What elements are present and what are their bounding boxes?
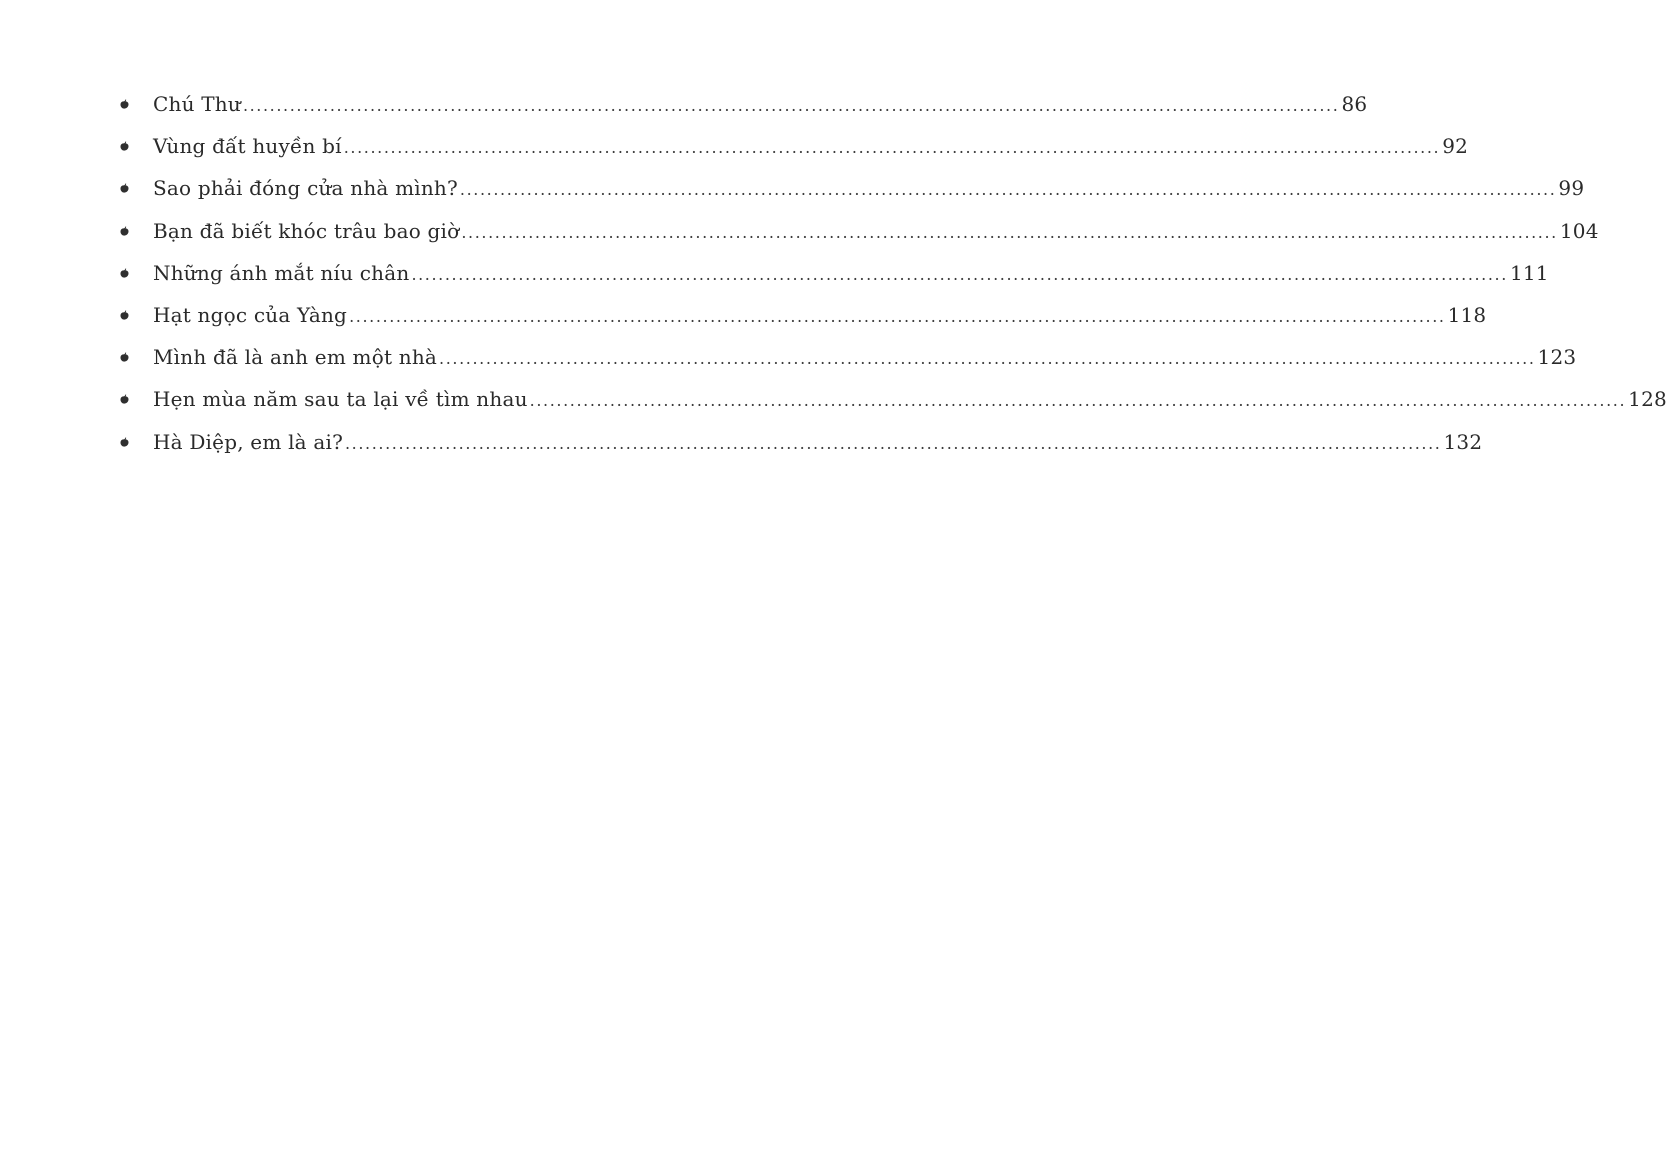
toc-page-number: 128 xyxy=(1628,387,1667,412)
leaf-bullet-icon xyxy=(120,210,153,252)
toc-entry-title: Những ánh mắt níu chân xyxy=(153,260,410,285)
toc-page-number: 104 xyxy=(1559,218,1599,243)
leader-dots: .................................................................................................................................................................... xyxy=(439,349,1536,369)
toc-entry[interactable] xyxy=(120,210,1599,252)
leader-dots: .................................................................................................................................................................... xyxy=(343,138,1441,158)
toc-entry[interactable] xyxy=(120,83,1368,125)
toc-entry-title: Hẹn mùa năm sau ta lại về tìm nhau xyxy=(153,387,528,412)
toc-entry[interactable] xyxy=(120,167,1585,209)
leaf-bullet-icon xyxy=(120,336,153,378)
toc-entry[interactable] xyxy=(120,336,1577,378)
leaf-bullet-icon xyxy=(120,83,153,125)
leader-dots: .................................................................................................................................................................... xyxy=(411,264,1508,284)
leaf-bullet-icon xyxy=(120,252,153,294)
toc-page-number: 99 xyxy=(1558,176,1585,201)
toc-entry[interactable] xyxy=(120,252,1549,294)
toc-entry[interactable] xyxy=(120,378,1667,420)
toc-page-number: 92 xyxy=(1442,134,1469,159)
leader-dots: .................................................................................................................................................................... xyxy=(461,222,1558,242)
leaf-bullet-icon xyxy=(120,421,153,463)
toc-entry-title: Chú Thư xyxy=(153,92,241,116)
toc-entry[interactable] xyxy=(120,125,1469,167)
toc-entry-title: Hà Diệp, em là ai? xyxy=(153,429,343,454)
toc-page-number: 118 xyxy=(1447,302,1487,327)
leader-dots: .................................................................................................................................................................... xyxy=(242,96,1340,115)
leader-dots: .................................................................................................................................................................... xyxy=(459,180,1557,200)
toc-entry-title: Bạn đã biết khóc trâu bao giờ xyxy=(153,218,460,243)
toc-entry-title: Mình đã là anh em một nhà xyxy=(153,345,438,370)
table-of-contents xyxy=(120,83,1667,463)
toc-page-number: 111 xyxy=(1509,260,1549,285)
toc-page-number: 132 xyxy=(1443,429,1483,454)
leaf-bullet-icon xyxy=(120,294,153,336)
toc-entry-title: Vùng đất huyền bí xyxy=(153,134,342,159)
leader-dots: .................................................................................................................................................................... xyxy=(345,433,1442,453)
leaf-bullet-icon xyxy=(120,167,153,209)
toc-page-number: 123 xyxy=(1537,345,1577,370)
toc-entry[interactable] xyxy=(120,294,1487,336)
toc-entry[interactable] xyxy=(120,421,1483,463)
leader-dots: .................................................................................................................................................................... xyxy=(349,306,1446,326)
toc-entry-title: Hạt ngọc của Yàng xyxy=(153,302,348,327)
leaf-bullet-icon xyxy=(120,378,153,420)
leaf-bullet-icon xyxy=(120,125,153,167)
leader-dots: .................................................................................................................................................................... xyxy=(529,391,1627,411)
toc-page-number: 86 xyxy=(1341,92,1368,116)
toc-entry-title: Sao phải đóng cửa nhà mình? xyxy=(153,176,458,201)
